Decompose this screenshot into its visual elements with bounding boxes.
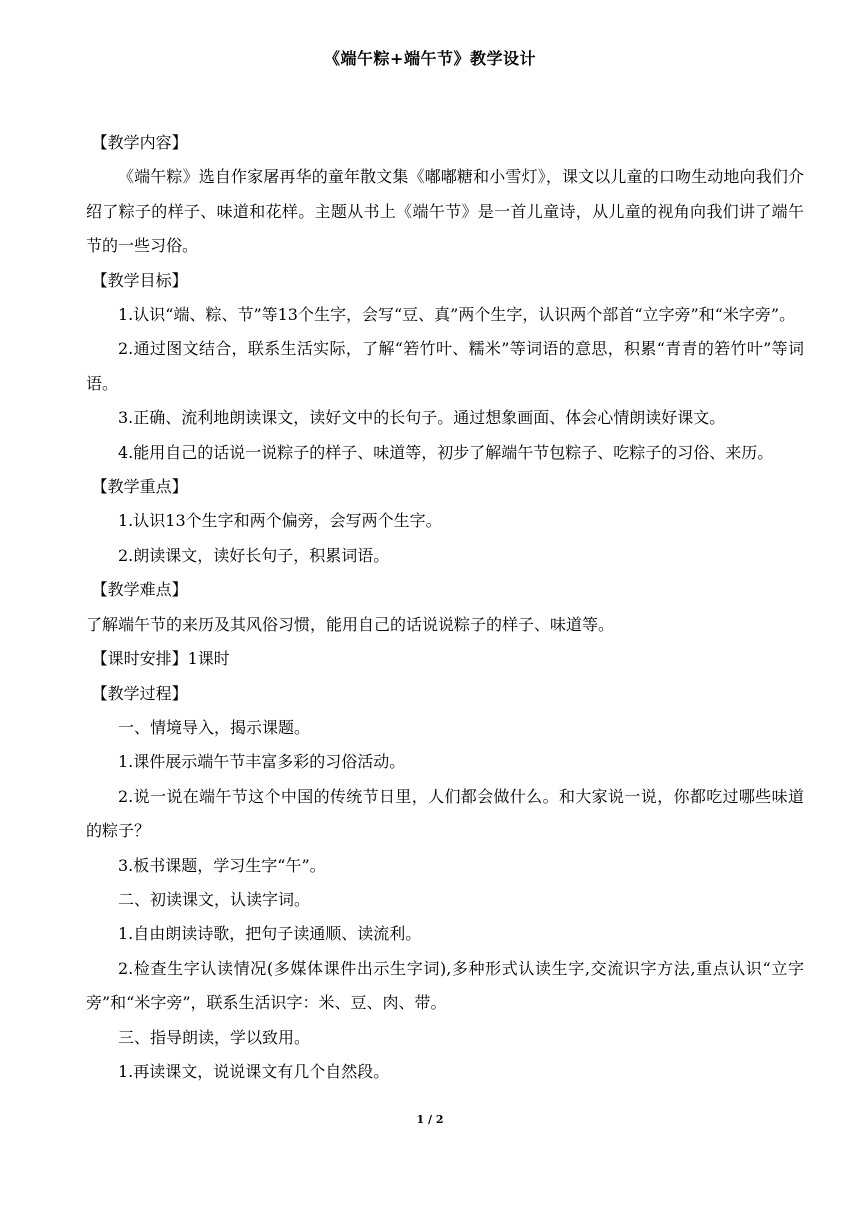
difficulty-text: 了解端午节的来历及其风俗习惯，能用自己的话说说粽子的样子、味道等。: [86, 614, 615, 634]
step-2-item-2: 2.检查生字认读情况(多媒体课件出示生字词),多种形式认读生字,交流识字方法,重点认识“立字旁”和“米字旁”，联系生活识字：米、豆、肉、带。: [86, 958, 804, 1013]
step-heading-3: 三、指导朗读，学以致用。: [118, 1027, 311, 1047]
section-heading-content: 【教学内容】: [91, 133, 188, 152]
step-2-item-1: 1.自由朗读诗歌，把句子读通顺、读流利。: [118, 924, 422, 944]
key-point-2: 2.朗读课文，读好长句子，积累词语。: [118, 545, 390, 565]
page-number: 1 / 2: [416, 1113, 444, 1126]
step-1-item-2: 2.说一说在端午节这个中国的传统节日里，人们都会做什么。和大家说一说，你都吃过哪些味道的粽子？: [86, 786, 804, 841]
step-heading-2: 二、初读课文，认读字词。: [118, 889, 311, 909]
goal-item-4: 4.能用自己的话说一说粽子的样子、味道等，初步了解端午节包粽子、吃粽子的习俗、来历。: [118, 442, 774, 462]
goal-item-1: 1.认识“端、粽、节”等13个生字，会写“豆、真”两个生字，认识两个部首“立字旁”和“米字旁”。: [118, 305, 796, 325]
goal-item-3: 3.正确、流利地朗读课文，读好文中的长句子。通过想象画面、体会心情朗读好课文。: [118, 408, 726, 428]
section-heading-process: 【教学过程】: [91, 683, 188, 703]
step-heading-1: 一、情境导入，揭示课题。: [118, 717, 311, 737]
paragraph-content: 《端午粽》选自作家屠再华的童年散文集《嘟嘟糖和小雪灯》，课文以儿童的口吻生动地向我们介绍了粽子的样子、味道和花样。主题从书上《端午节》是一首儿童诗，从儿童的视角向我们讲了端午节的一些习俗。: [86, 167, 804, 256]
section-heading-schedule: 【课时安排】1课时: [91, 649, 230, 669]
step-3-item-1: 1.再读课文，说说课文有几个自然段。: [118, 1061, 390, 1081]
section-heading-goals: 【教学目标】: [91, 270, 188, 290]
key-point-1: 1.认识13个生字和两个偏旁，会写两个生字。: [118, 511, 442, 531]
section-heading-difficulties: 【教学难点】: [91, 580, 188, 600]
step-1-item-1: 1.课件展示端午节丰富多彩的习俗活动。: [118, 752, 406, 772]
goal-item-2: 2.通过图文结合，联系生活实际，了解“箬竹叶、糯米”等词语的意思，积累“青青的箬竹叶”等词语。: [86, 339, 804, 393]
section-heading-key-points: 【教学重点】: [91, 477, 188, 497]
document-title: 《端午粽+端午节》教学设计: [324, 49, 536, 68]
step-1-item-3: 3.板书课题，学习生字“午”。: [118, 855, 326, 875]
document-body: [86, 126, 804, 1089]
